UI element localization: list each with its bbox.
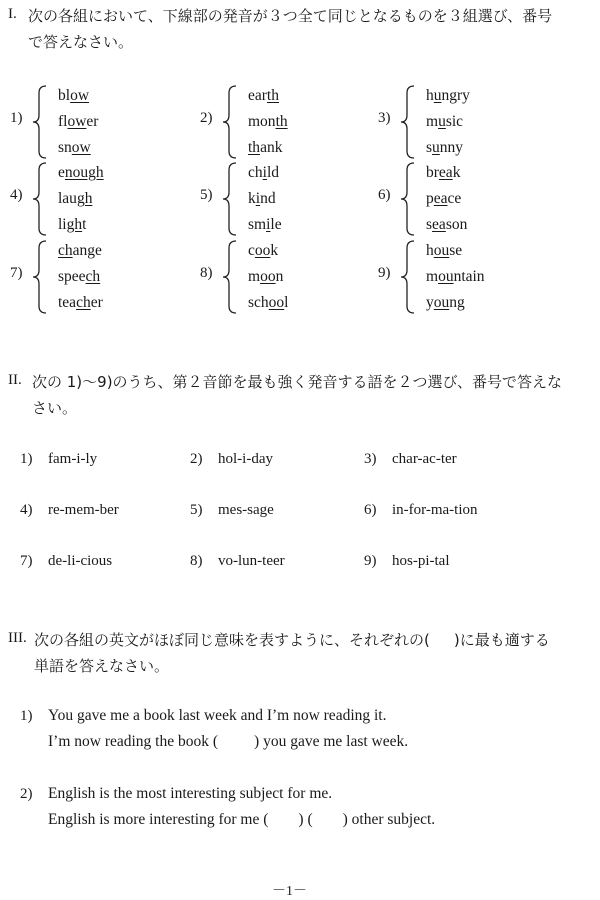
stress-item xyxy=(190,451,273,468)
group-word xyxy=(248,186,276,212)
group-word xyxy=(58,160,104,186)
word-part: m xyxy=(426,268,439,285)
question-2-sentence-b-mid: ) ( xyxy=(298,811,313,828)
syllabified-word: hol-i-day xyxy=(218,451,273,467)
word-part: ce xyxy=(447,190,462,207)
group-word xyxy=(58,264,100,290)
brace-icon xyxy=(222,162,238,236)
group-word xyxy=(248,290,288,316)
brace-icon xyxy=(400,85,416,159)
item-number: 7) xyxy=(20,553,33,569)
word-part: sm xyxy=(248,216,267,233)
word-part: sch xyxy=(248,294,269,311)
word-part: ch xyxy=(248,164,263,181)
question-2-number: 2) xyxy=(20,786,33,802)
underlined-sound: ou xyxy=(433,294,450,311)
group-word xyxy=(58,290,103,316)
section-1-label: I. xyxy=(8,6,17,22)
group-number: 6) xyxy=(378,187,391,203)
item-number: 4) xyxy=(20,502,33,518)
underlined-sound: u xyxy=(438,113,446,130)
question-1-sentence-b-start: I’m now reading the book ( xyxy=(48,733,219,750)
stress-item xyxy=(20,451,97,468)
group-word xyxy=(58,83,89,109)
word-part: k xyxy=(452,164,461,181)
page-number: －1－ xyxy=(272,884,307,899)
underlined-sound: ow xyxy=(67,113,87,130)
word-part: son xyxy=(445,216,468,233)
section-3-instruction-line2: 単語を答えなさい。 xyxy=(34,657,170,675)
word-part: ange xyxy=(72,242,102,259)
word-part: mon xyxy=(248,113,276,130)
brace-icon xyxy=(222,240,238,314)
question-2-sentence-b xyxy=(48,811,435,829)
underlined-sound: ow xyxy=(70,87,90,104)
underlined-sound: i xyxy=(255,190,261,207)
word-part: c xyxy=(248,242,255,259)
group-word xyxy=(58,135,91,161)
item-number: 1) xyxy=(20,451,33,467)
section-3-label: III. xyxy=(8,630,27,646)
group-word xyxy=(58,186,92,212)
syllabified-word: fam-i-ly xyxy=(48,451,98,467)
item-number: 5) xyxy=(190,502,203,518)
section-1-instruction-line2: で答えなさい。 xyxy=(28,33,134,51)
group-word xyxy=(426,135,463,161)
group-word xyxy=(248,160,279,186)
group-word xyxy=(426,83,470,109)
underlined-sound: gh xyxy=(66,216,83,233)
underlined-sound: th xyxy=(266,87,279,104)
group-number: 3) xyxy=(378,110,391,126)
word-part: e xyxy=(58,164,65,181)
underlined-sound: ou xyxy=(433,242,450,259)
word-part: br xyxy=(426,164,439,181)
brace-icon xyxy=(222,85,238,159)
underlined-sound: i xyxy=(262,164,267,181)
syllabified-word: hos-pi-tal xyxy=(392,553,450,569)
word-part: fl xyxy=(58,113,68,130)
syllabified-word: char-ac-ter xyxy=(392,451,457,467)
brace-icon xyxy=(32,85,48,159)
brace-icon xyxy=(400,162,416,236)
underlined-sound: gh xyxy=(76,190,93,207)
section-2-instruction-line1: 次の 1)～9)のうち、第２音節を最も強く発音する語を２つ選び、番号で答えな xyxy=(32,373,562,391)
group-word xyxy=(426,238,462,264)
stress-item xyxy=(20,553,112,570)
brace-icon xyxy=(400,240,416,314)
syllabified-word: de-li-cious xyxy=(48,553,113,569)
stress-item xyxy=(364,451,457,468)
word-part: er xyxy=(90,294,103,311)
item-number: 9) xyxy=(364,553,377,569)
group-number: 5) xyxy=(200,187,213,203)
syllabified-word: vo-lun-teer xyxy=(218,553,285,569)
item-number: 2) xyxy=(190,451,203,467)
question-2-sentence-b-start: English is more interesting for me ( xyxy=(48,811,269,828)
word-part: s xyxy=(426,139,433,156)
word-part: sn xyxy=(58,139,72,156)
item-number: 6) xyxy=(364,502,377,518)
word-part: sic xyxy=(445,113,464,130)
group-word xyxy=(248,264,283,290)
word-part: ld xyxy=(266,164,280,181)
underlined-sound: ou xyxy=(438,268,454,285)
word-part: n xyxy=(275,268,284,285)
word-part: h xyxy=(426,242,434,259)
word-part: nd xyxy=(260,190,276,207)
underlined-sound: ea xyxy=(433,190,448,207)
group-number: 8) xyxy=(200,265,213,281)
word-part: m xyxy=(426,113,439,130)
underlined-sound: th xyxy=(275,113,288,130)
underlined-sound: nough xyxy=(64,164,104,181)
word-part: m xyxy=(248,268,261,285)
underlined-sound: oo xyxy=(254,242,271,259)
question-1-sentence-b xyxy=(48,733,408,751)
word-part: y xyxy=(426,294,434,311)
underlined-sound: ea xyxy=(432,216,446,233)
section-2-label: II. xyxy=(8,372,22,388)
word-part: ng xyxy=(449,294,465,311)
group-word xyxy=(248,238,278,264)
brace-icon xyxy=(32,162,48,236)
group-number: 4) xyxy=(10,187,23,203)
item-number: 8) xyxy=(190,553,203,569)
word-part: s xyxy=(426,216,433,233)
group-word xyxy=(248,135,282,161)
underlined-sound: th xyxy=(248,139,261,156)
group-word xyxy=(426,264,485,290)
word-part: ntain xyxy=(453,268,485,285)
group-word xyxy=(58,212,86,238)
underlined-sound: ch xyxy=(85,268,101,285)
group-number: 2) xyxy=(200,110,213,126)
section-3-instruction-line1 xyxy=(34,627,550,653)
stress-item xyxy=(364,502,478,519)
stress-item xyxy=(190,502,274,519)
question-1-sentence-a: You gave me a book last week and I’m now reading it. xyxy=(48,707,387,724)
stress-item xyxy=(190,553,285,570)
word-part: le xyxy=(270,216,282,233)
group-word xyxy=(426,160,460,186)
syllabified-word: in-for-ma-tion xyxy=(392,502,478,518)
group-word xyxy=(248,109,288,135)
word-part: ank xyxy=(260,139,283,156)
group-word xyxy=(426,290,465,316)
underlined-sound: u xyxy=(432,139,440,156)
word-part: spee xyxy=(58,268,86,285)
section-1-instruction-line1: 次の各組において、下線部の発音が３つ全て同じとなるものを３組選び、番号 xyxy=(28,7,553,25)
syllabified-word: re-mem-ber xyxy=(48,502,119,518)
underlined-sound: ea xyxy=(438,164,453,181)
stress-item xyxy=(20,502,119,519)
word-part: l xyxy=(284,294,289,311)
section-3-instruction-line1-a: 次の各組の英文がほぼ同じ意味を表すように、それぞれの( xyxy=(34,631,430,649)
group-word xyxy=(248,212,282,238)
word-part: ngry xyxy=(441,87,470,104)
word-part: tea xyxy=(58,294,77,311)
question-1-number: 1) xyxy=(20,708,33,724)
group-word xyxy=(426,186,461,212)
question-2-sentence-b-end: ) other subject. xyxy=(342,811,436,828)
word-part: li xyxy=(58,216,67,233)
word-part: nny xyxy=(439,139,464,156)
underlined-sound: ch xyxy=(76,294,91,311)
word-part: se xyxy=(449,242,463,259)
underlined-sound: oo xyxy=(260,268,276,285)
group-word xyxy=(426,109,463,135)
underlined-sound: ch xyxy=(58,242,73,259)
stress-item xyxy=(364,553,450,570)
group-number: 1) xyxy=(10,110,23,126)
underlined-sound: i xyxy=(266,216,271,233)
word-part: ear xyxy=(248,87,267,104)
underlined-sound: u xyxy=(433,87,442,104)
word-part: k xyxy=(248,190,256,207)
word-part: p xyxy=(426,190,434,207)
word-part: bl xyxy=(58,87,71,104)
group-word xyxy=(248,83,279,109)
item-number: 3) xyxy=(364,451,377,467)
syllabified-word: mes-sage xyxy=(218,502,274,518)
brace-icon xyxy=(32,240,48,314)
group-word xyxy=(58,109,98,135)
question-1-sentence-b-end: ) you gave me last week. xyxy=(254,733,409,750)
word-part: er xyxy=(86,113,99,130)
question-2-sentence-a: English is the most interesting subject for me. xyxy=(48,785,333,802)
underlined-sound: oo xyxy=(268,294,285,311)
group-word xyxy=(426,212,467,238)
group-number: 9) xyxy=(378,265,391,281)
word-part: h xyxy=(426,87,434,104)
section-3-instruction-line1-b: )に最も適する xyxy=(453,631,550,649)
underlined-sound: ow xyxy=(71,139,91,156)
word-part: lau xyxy=(58,190,77,207)
group-number: 7) xyxy=(10,265,23,281)
word-part: t xyxy=(82,216,87,233)
group-word xyxy=(58,238,102,264)
word-part: k xyxy=(270,242,279,259)
section-2-instruction-line2: さい。 xyxy=(32,399,78,417)
